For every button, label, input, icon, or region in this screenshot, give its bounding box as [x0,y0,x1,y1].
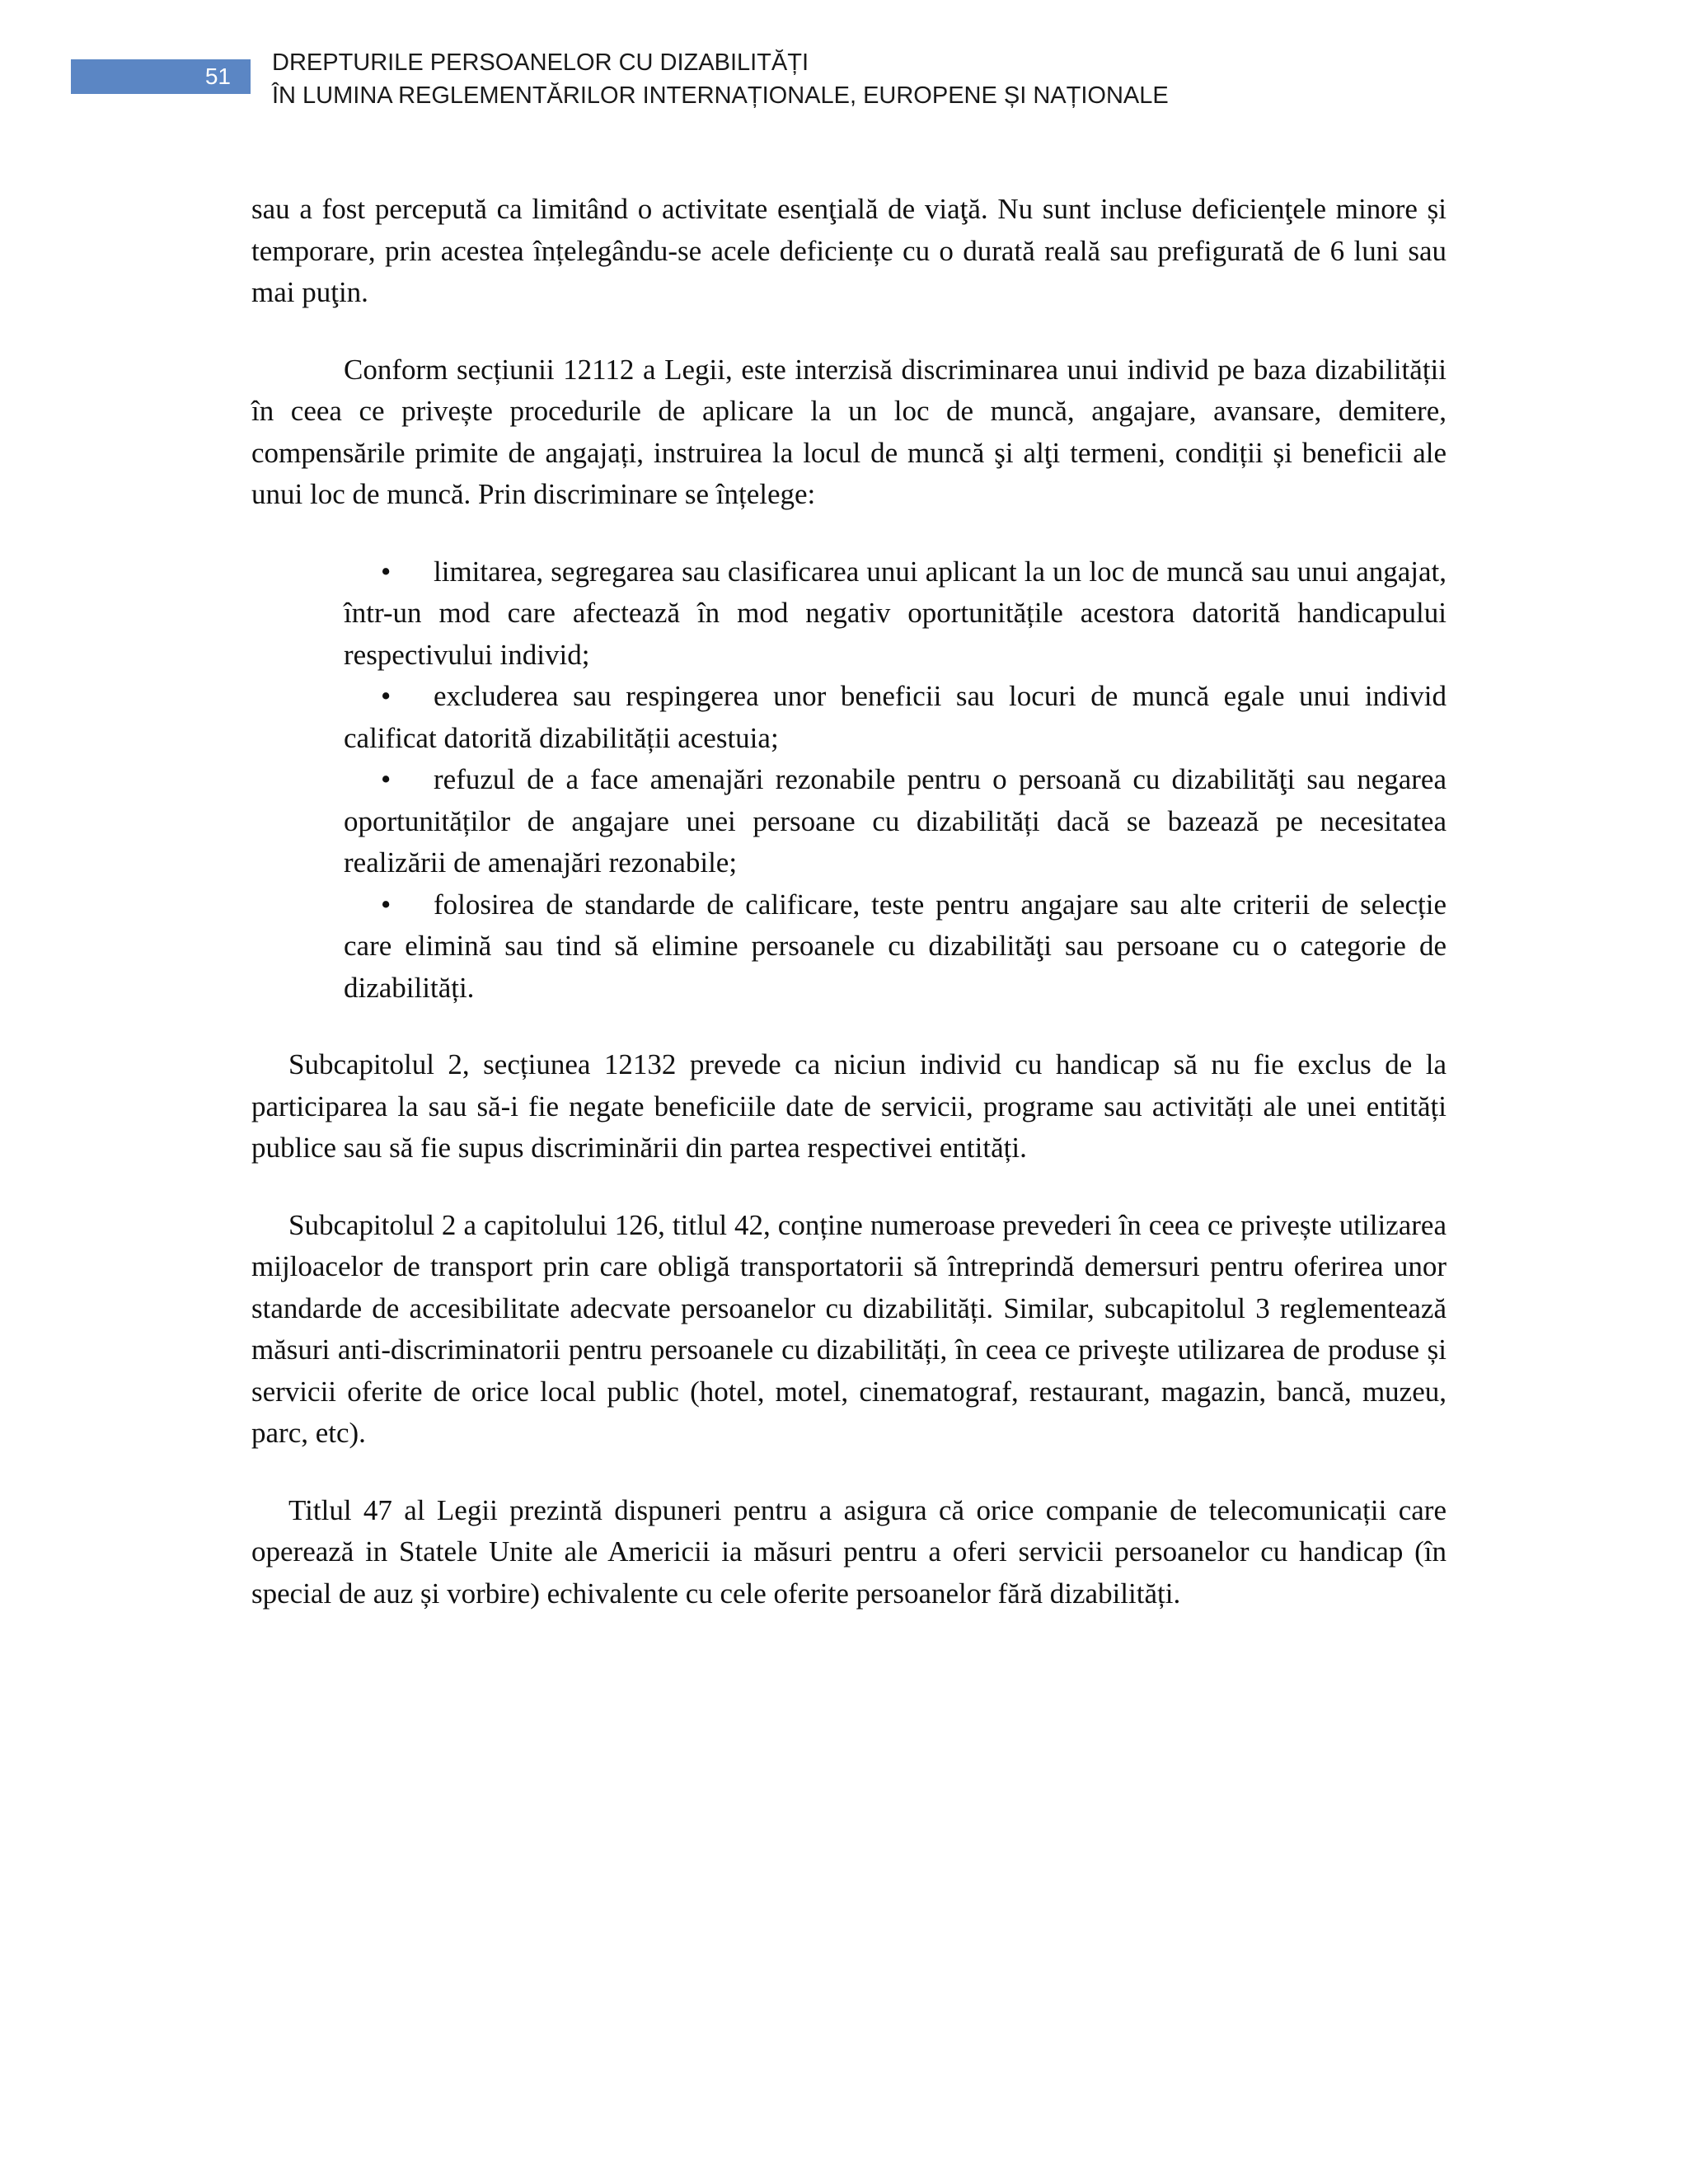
running-header [272,46,1426,112]
list-item [344,676,1447,759]
list-item-text: limitarea, segregarea sau clasificarea unui aplicant la un loc de muncă sau unui angajat, într-un mod care afectează în mod negativ oportunitățile acestora datorită handicapului respectivului individ; [344,555,1447,671]
bullet-icon: • [381,680,392,712]
bullet-icon: • [381,763,392,795]
running-header-line-2: ÎN LUMINA REGLEMENTĂRILOR INTERNAȚIONALE, EUROPENE ȘI NAȚIONALE [272,82,1169,109]
page-number: 51 [204,63,231,89]
list-item [344,884,1447,1010]
paragraph-1: sau a fost percepută ca limitând o activitate esenţială de viaţă. Nu sunt incluse deficienţele minore și temporare, prin acestea înțelegându-se acele deficiențe cu o durată reală sau prefigurată de 6 luni sau mai puţin. [251,193,1447,308]
page-number-bar [71,59,251,94]
discrimination-list [251,551,1447,1010]
paragraph-3: Subcapitolul 2, secțiunea 12132 prevede ca niciun individ cu handicap să nu fie exclus de la participarea la sau să-i fie negate beneficiile date de servicii, programe sau activități ale unei entități publice sau să fie supus discriminării din partea respectivei entități. [251,1048,1447,1164]
bullet-icon: • [381,888,392,921]
paragraph-5: Titlul 47 al Legii prezintă dispuneri pentru a asigura că orice companie de telecomunicații care operează in Statele Unite ale Americii ia măsuri pentru a oferi servicii persoanelor cu handicap (în special de auz și vorbire) echivalente cu cele oferite persoanelor fără dizabilități. [251,1493,1447,1610]
list-item [344,551,1447,677]
paragraph-4: Subcapitolul 2 a capitolului 126, titlul 42, conține numeroase prevederi în ceea ce privește utilizarea mijloacelor de transport prin care obligă transportatorii să întreprindă demersuri pentru oferirea unor standarde de accesibilitate adecvate persoanelor cu dizabilități. Similar, subcapitolul 3 reglementează măsuri anti-discriminatorii pentru persoanele cu dizabilități, în ceea ce priveşte utilizarea de produse și servicii oferite de orice local public (hotel, motel, cinematograf, restaurant, magazin, bancă, muzeu, parc, etc). [251,1208,1447,1449]
list-item [344,759,1447,884]
list-item-text: excluderea sau respingerea unor beneficii sau locuri de muncă egale unui individ calificat datorită dizabilității acestuia; [344,680,1447,754]
list-item-text: refuzul de a face amenajări rezonabile pentru o persoană cu dizabilităţi sau negarea oportunităților de angajare unei persoane cu dizabilități dacă se bazează pe necesitatea realizării de amenajări rezonabile; [344,763,1447,879]
page-content [251,189,1447,1615]
bullet-icon: • [381,555,392,588]
running-header-line-1: DREPTURILE PERSOANELOR CU DIZABILITĂȚI [272,49,809,76]
paragraph-2: Conform secțiunii 12112 a Legii, este interzisă discriminarea unui individ pe baza dizabilității în ceea ce privește procedurile de aplicare la un loc de muncă, angajare, avansare, demitere, compensările primite de angajați, instruirea la locul de muncă şi alţi termeni, condiții și beneficii ale unui loc de muncă. Prin discriminare se înțelege: [251,353,1447,510]
list-item-text: folosirea de standarde de calificare, teste pentru angajare sau alte criterii de selecție care elimină sau tind să elimine persoanele cu dizabilităţi sau persoane cu o categorie de dizabilități. [344,888,1447,1004]
